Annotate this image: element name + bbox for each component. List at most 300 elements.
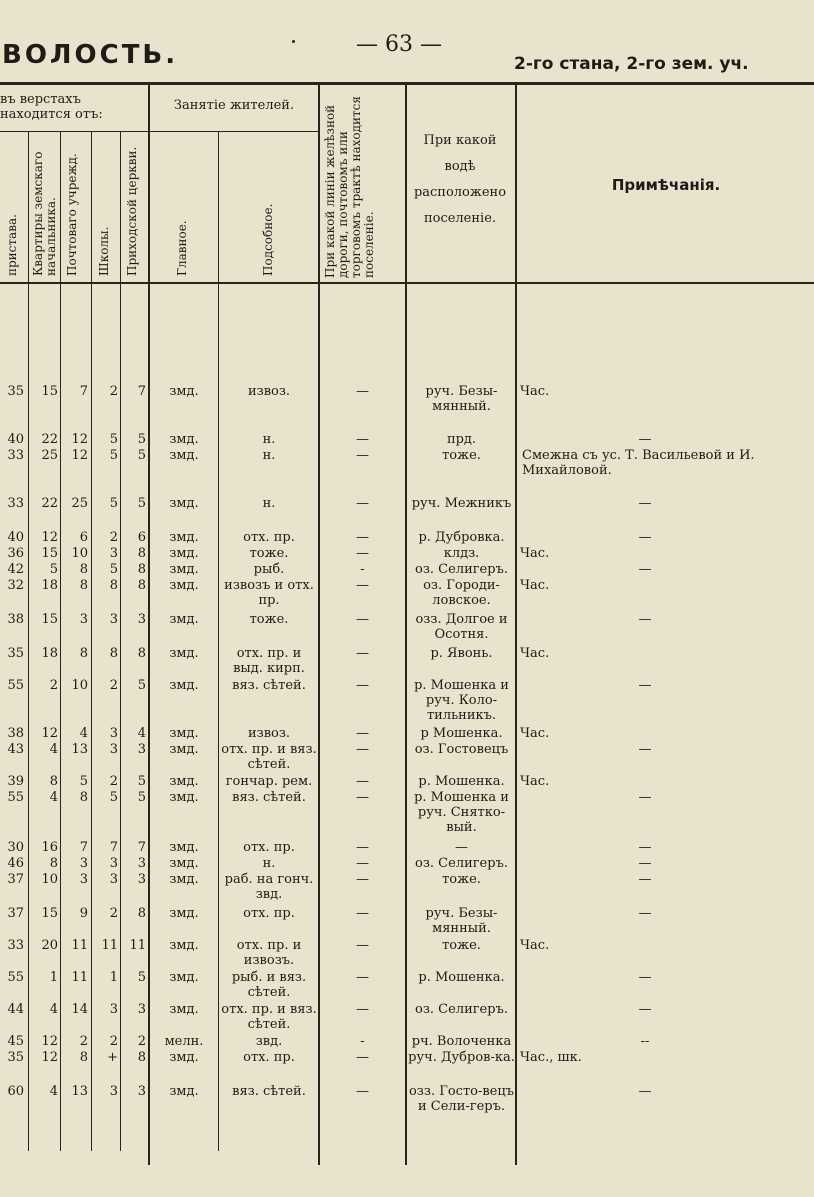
cell-voda: р Мошенка. (420, 726, 503, 741)
page-number: — 63 — (356, 32, 442, 57)
cell-glavnoe: змд. (169, 790, 199, 805)
cell-primechanie: — (638, 906, 652, 921)
cell-glavnoe: змд. (169, 646, 199, 661)
cell-podsobnoe: тоже. (249, 612, 289, 627)
cell-pristava: 30 (7, 840, 24, 855)
cell-primechanie: Час. (520, 646, 550, 661)
cell-primechanie: Час. (520, 578, 550, 593)
cell-tserkov: 5 (137, 496, 146, 511)
cell-podsobnoe: извоз. (247, 726, 291, 741)
cell-primechanie: — (638, 432, 652, 447)
cell-voda: озз. Госто-вецъ и Сели-геръ. (408, 1084, 515, 1114)
cell-pristava: 44 (7, 1002, 24, 1017)
cell-pochta: 7 (79, 384, 88, 399)
cell-shkoly: 2 (109, 384, 118, 399)
cell-pochta: 9 (79, 906, 88, 921)
cell-kvartira: 15 (41, 384, 58, 399)
cell-voda: оз. Селигеръ. (415, 562, 508, 577)
cell-tserkov: 7 (137, 384, 146, 399)
cell-doroga: — (356, 432, 369, 447)
cell-glavnoe: змд. (169, 726, 199, 741)
cell-pristava: 37 (7, 872, 24, 887)
cell-tserkov: 7 (137, 840, 146, 855)
cell-primechanie: Час. (520, 938, 550, 953)
cell-pochta: 11 (71, 970, 88, 985)
cell-doroga: — (356, 840, 369, 855)
col-header-pochta: Почтоваго учрежд. (65, 153, 79, 276)
cell-primechanie: — (638, 678, 652, 693)
cell-kvartira: 2 (49, 678, 58, 693)
cell-podsobnoe: отх. пр. (243, 840, 295, 855)
cell-tserkov: 5 (137, 432, 146, 447)
cell-doroga: — (356, 1050, 369, 1065)
occupation-group-header: Занятіе жителей. (173, 98, 295, 113)
cell-shkoly: 2 (109, 1034, 118, 1049)
cell-pochta: 8 (79, 1050, 88, 1065)
cell-podsobnoe: отх. пр. (243, 906, 295, 921)
cell-podsobnoe: вяз. сѣтей. (232, 790, 306, 805)
distance-group-header: въ верстахъ находится отъ: (0, 92, 103, 122)
cell-pochta: 7 (79, 840, 88, 855)
cell-pristava: 40 (7, 432, 24, 447)
cell-voda: оз. Селигеръ. (415, 856, 508, 871)
table-row (0, 546, 814, 562)
cell-pochta: 12 (71, 448, 88, 463)
cell-voda: р. Явонь. (430, 646, 493, 661)
cell-tserkov: 2 (137, 1034, 146, 1049)
cell-kvartira: 4 (49, 1084, 58, 1099)
cell-pristava: 46 (7, 856, 24, 871)
col-header-doroga: При какой линіи желѣзной дороги, почтовомъ или торговомъ трактѣ находится поселеніе. (323, 96, 376, 278)
cell-glavnoe: змд. (169, 742, 199, 757)
table-row (0, 432, 814, 448)
cell-glavnoe: змд. (169, 906, 199, 921)
district-title: 2-го стана, 2-го зем. уч. (514, 54, 749, 74)
cell-shkoly: 1 (109, 970, 118, 985)
cell-doroga: — (356, 530, 369, 545)
cell-pristava: 40 (7, 530, 24, 545)
cell-glavnoe: змд. (169, 496, 199, 511)
cell-primechanie: — (638, 1084, 652, 1099)
cell-doroga: - (360, 1034, 365, 1049)
cell-pristava: 55 (7, 970, 24, 985)
cell-tserkov: 3 (137, 872, 146, 887)
cell-voda: руч. Безы-мянный. (425, 906, 498, 936)
cell-doroga: — (356, 872, 369, 887)
cell-pochta: 10 (71, 678, 88, 693)
cell-pristava: 43 (7, 742, 24, 757)
cell-shkoly: 3 (109, 856, 118, 871)
cell-primechanie: — (638, 1002, 652, 1017)
col-header-shkoly: Школы. (97, 226, 111, 276)
cell-primechanie: — (638, 856, 652, 871)
cell-doroga: — (356, 938, 369, 953)
cell-pochta: 12 (71, 432, 88, 447)
cell-kvartira: 15 (41, 906, 58, 921)
cell-pochta: 4 (79, 726, 88, 741)
cell-pochta: 14 (71, 1002, 88, 1017)
cell-podsobnoe: н. (262, 432, 276, 447)
cell-pristava: 42 (7, 562, 24, 577)
cell-kvartira: 22 (41, 432, 58, 447)
cell-voda: р. Мошенка. (418, 774, 505, 789)
cell-kvartira: 12 (41, 530, 58, 545)
cell-pochta: 8 (79, 562, 88, 577)
cell-shkoly: 3 (109, 742, 118, 757)
cell-pristava: 36 (7, 546, 24, 561)
cell-doroga: — (356, 906, 369, 921)
cell-pristava: 38 (7, 612, 24, 627)
cell-tserkov: 3 (137, 1002, 146, 1017)
cell-tserkov: 8 (137, 646, 146, 661)
cell-podsobnoe: н. (262, 496, 276, 511)
table-row (0, 1050, 814, 1066)
table-row (0, 840, 814, 856)
cell-kvartira: 18 (41, 578, 58, 593)
cell-kvartira: 12 (41, 1050, 58, 1065)
cell-primechanie: — (638, 562, 652, 577)
cell-podsobnoe: отх. пр. (243, 530, 295, 545)
cell-voda: оз. Селигеръ. (415, 1002, 508, 1017)
cell-tserkov: 8 (137, 1050, 146, 1065)
col-rule (60, 131, 61, 1151)
cell-doroga: — (356, 384, 369, 399)
cell-shkoly: 5 (109, 790, 118, 805)
cell-doroga: — (356, 726, 369, 741)
cell-tserkov: 8 (137, 546, 146, 561)
cell-voda: тоже. (442, 938, 481, 953)
table-row (0, 938, 814, 968)
cell-primechanie: Час. (520, 384, 550, 399)
cell-tserkov: 5 (137, 448, 146, 463)
table-row (0, 448, 814, 478)
cell-kvartira: 16 (41, 840, 58, 855)
cell-pochta: 8 (79, 646, 88, 661)
cell-kvartira: 8 (49, 774, 58, 789)
table-row (0, 384, 814, 414)
cell-pristava: 37 (7, 906, 24, 921)
cell-pristava: 35 (7, 384, 24, 399)
cell-glavnoe: змд. (169, 1084, 199, 1099)
cell-pochta: 3 (79, 872, 88, 887)
cell-voda: озз. Долгое и Осотня. (415, 612, 508, 642)
distance-group-rule (0, 131, 150, 132)
cell-glavnoe: змд. (169, 1050, 199, 1065)
cell-pristava: 33 (7, 448, 24, 463)
cell-glavnoe: змд. (169, 612, 199, 627)
cell-podsobnoe: рыб. (253, 562, 285, 577)
cell-doroga: — (356, 742, 369, 757)
cell-shkoly: 3 (109, 612, 118, 627)
cell-primechanie: Час. (520, 546, 550, 561)
cell-podsobnoe: извоз. (247, 384, 291, 399)
cell-kvartira: 12 (41, 726, 58, 741)
cell-kvartira: 10 (41, 872, 58, 887)
cell-podsobnoe: вяз. сѣтей. (232, 678, 306, 693)
col-header-kvartira: Квартиры земскаго начальника. (31, 151, 58, 276)
cell-voda: р. Дубровка. (418, 530, 505, 545)
cell-glavnoe: змд. (169, 448, 199, 463)
cell-kvartira: 4 (49, 742, 58, 757)
cell-doroga: — (356, 496, 369, 511)
cell-primechanie: — (638, 790, 652, 805)
table-row (0, 742, 814, 772)
cell-podsobnoe: раб. на гонч. звд. (224, 872, 314, 902)
table-row (0, 726, 814, 742)
cell-podsobnoe: отх. пр. и выд. кирп. (233, 646, 305, 676)
col-header-primechaniya: Примѣчанія. (611, 176, 721, 194)
cell-podsobnoe: отх. пр. и вяз. сѣтей. (221, 742, 317, 772)
cell-glavnoe: змд. (169, 840, 199, 855)
cell-pristava: 38 (7, 726, 24, 741)
table-top-rule (0, 82, 814, 85)
cell-tserkov: 3 (137, 856, 146, 871)
cell-primechanie: -- (640, 1034, 650, 1049)
cell-tserkov: 8 (137, 906, 146, 921)
table-row (0, 496, 814, 512)
cell-glavnoe: змд. (169, 562, 199, 577)
table-row (0, 612, 814, 642)
cell-shkoly: 8 (109, 578, 118, 593)
occupation-group-rule (150, 131, 320, 132)
col-header-voda: При какой водѣ расположено поселеніе. (413, 133, 507, 226)
cell-glavnoe: змд. (169, 970, 199, 985)
cell-shkoly: 3 (109, 726, 118, 741)
cell-voda: тоже. (442, 448, 481, 463)
cell-shkoly: 3 (109, 872, 118, 887)
cell-pochta: 13 (71, 1084, 88, 1099)
col-header-pristava: пристава. (5, 214, 19, 276)
table-row (0, 1034, 814, 1050)
cell-doroga: — (356, 1002, 369, 1017)
cell-primechanie: — (638, 872, 652, 887)
cell-doroga: — (356, 678, 369, 693)
cell-shkoly: 2 (109, 906, 118, 921)
cell-voda: — (455, 840, 468, 855)
table-row (0, 578, 814, 608)
table-row (0, 970, 814, 1000)
cell-shkoly: 2 (109, 530, 118, 545)
cell-voda: оз. Гостовецъ (414, 742, 509, 757)
cell-pristava: 32 (7, 578, 24, 593)
cell-voda: прд. (446, 432, 477, 447)
table-row (0, 856, 814, 872)
cell-pochta: 13 (71, 742, 88, 757)
cell-podsobnoe: отх. пр. (243, 1050, 295, 1065)
col-rule (28, 131, 29, 1151)
cell-kvartira: 15 (41, 612, 58, 627)
cell-doroga: — (356, 774, 369, 789)
cell-kvartira: 5 (49, 562, 58, 577)
cell-doroga: — (356, 612, 369, 627)
cell-voda: руч. Межникъ (411, 496, 512, 511)
cell-voda: руч. Безы-мянный. (425, 384, 498, 414)
cell-doroga: — (356, 646, 369, 661)
cell-voda: руч. Дубров-ка. (408, 1050, 515, 1065)
table-row (0, 678, 814, 723)
cell-pristava: 35 (7, 1050, 24, 1065)
cell-tserkov: 6 (137, 530, 146, 545)
cell-podsobnoe: н. (262, 856, 276, 871)
cell-pochta: 6 (79, 530, 88, 545)
cell-podsobnoe: звд. (255, 1034, 283, 1049)
cell-doroga: — (356, 546, 369, 561)
cell-doroga: — (356, 448, 369, 463)
cell-pristava: 33 (7, 496, 24, 511)
header-bottom-rule (0, 282, 814, 284)
table-row (0, 774, 814, 790)
cell-shkoly: 3 (109, 1002, 118, 1017)
cell-podsobnoe: отх. пр. и вяз. сѣтей. (221, 1002, 317, 1032)
table-row (0, 562, 814, 578)
cell-pochta: 8 (79, 578, 88, 593)
table-row (0, 646, 814, 676)
cell-voda: тоже. (442, 872, 481, 887)
cell-primechanie: — (638, 612, 652, 627)
table-row (0, 1084, 814, 1114)
cell-primechanie: Час. (520, 774, 550, 789)
cell-primechanie: — (638, 530, 652, 545)
cell-shkoly: 5 (109, 496, 118, 511)
cell-shkoly: 3 (109, 1084, 118, 1099)
cell-podsobnoe: отх. пр. и извозъ. (236, 938, 302, 968)
cell-glavnoe: змд. (169, 856, 199, 871)
cell-doroga: — (356, 856, 369, 871)
cell-pristava: 60 (7, 1084, 24, 1099)
cell-tserkov: 3 (137, 1084, 146, 1099)
cell-doroga: — (356, 970, 369, 985)
cell-pristava: 35 (7, 646, 24, 661)
cell-pristava: 33 (7, 938, 24, 953)
cell-tserkov: 8 (137, 578, 146, 593)
cell-doroga: — (356, 578, 369, 593)
cell-shkoly: 5 (109, 562, 118, 577)
cell-primechanie: — (638, 840, 652, 855)
cell-shkoly: 2 (109, 774, 118, 789)
cell-kvartira: 8 (49, 856, 58, 871)
cell-glavnoe: змд. (169, 938, 199, 953)
cell-podsobnoe: рыб. и вяз. сѣтей. (231, 970, 307, 1000)
table-row (0, 906, 814, 936)
cell-tserkov: 3 (137, 742, 146, 757)
cell-doroga: — (356, 790, 369, 805)
print-dot (292, 40, 295, 43)
cell-pochta: 3 (79, 856, 88, 871)
table-row (0, 530, 814, 546)
cell-pristava: 55 (7, 678, 24, 693)
cell-voda: рч. Волоченка (411, 1034, 512, 1049)
cell-podsobnoe: извозъ и отх. пр. (224, 578, 314, 608)
cell-pristava: 45 (7, 1034, 24, 1049)
cell-pochta: 2 (79, 1034, 88, 1049)
cell-shkoly: 8 (109, 646, 118, 661)
cell-shkoly: 7 (109, 840, 118, 855)
cell-tserkov: 5 (137, 678, 146, 693)
cell-voda: р. Мошенка и руч. Снятко-вый. (414, 790, 509, 835)
cell-kvartira: 20 (41, 938, 58, 953)
cell-glavnoe: змд. (169, 384, 199, 399)
cell-glavnoe: змд. (169, 546, 199, 561)
cell-tserkov: 3 (137, 612, 146, 627)
cell-primechanie: Смежна съ ус. Т. Васильевой и И. Михайловой. (522, 448, 755, 478)
col-rule (218, 131, 219, 1151)
cell-kvartira: 1 (49, 970, 58, 985)
cell-tserkov: 11 (129, 938, 146, 953)
cell-glavnoe: змд. (169, 578, 199, 593)
cell-primechanie: — (638, 970, 652, 985)
cell-glavnoe: змд. (169, 872, 199, 887)
cell-primechanie: — (638, 496, 652, 511)
col-rule (91, 131, 92, 1151)
volost-title: ВОЛОСТЬ. (2, 40, 179, 70)
cell-shkoly: 5 (109, 448, 118, 463)
cell-doroga: - (360, 562, 365, 577)
cell-podsobnoe: н. (262, 448, 276, 463)
cell-voda: р. Мошенка и руч. Коло-тильникъ. (414, 678, 509, 723)
cell-kvartira: 18 (41, 646, 58, 661)
cell-pochta: 3 (79, 612, 88, 627)
col-header-tserkov: Приходской церкви. (125, 146, 139, 276)
cell-podsobnoe: гончар. рем. (225, 774, 313, 789)
cell-pochta: 8 (79, 790, 88, 805)
cell-pochta: 25 (71, 496, 88, 511)
cell-kvartira: 25 (41, 448, 58, 463)
table-row (0, 790, 814, 835)
cell-glavnoe: змд. (169, 530, 199, 545)
cell-shkoly: + (107, 1050, 118, 1065)
cell-voda: клдз. (443, 546, 480, 561)
cell-shkoly: 11 (101, 938, 118, 953)
cell-shkoly: 2 (109, 678, 118, 693)
cell-glavnoe: змд. (169, 678, 199, 693)
cell-glavnoe: мелн. (164, 1034, 204, 1049)
cell-glavnoe: змд. (169, 774, 199, 789)
col-rule (120, 131, 121, 1151)
cell-tserkov: 4 (137, 726, 146, 741)
col-header-glavnoe: Главное. (175, 220, 189, 276)
cell-primechanie: Час., шк. (520, 1050, 582, 1065)
cell-pochta: 10 (71, 546, 88, 561)
cell-podsobnoe: вяз. сѣтей. (232, 1084, 306, 1099)
cell-shkoly: 5 (109, 432, 118, 447)
cell-glavnoe: змд. (169, 432, 199, 447)
table-row (0, 1002, 814, 1032)
cell-kvartira: 22 (41, 496, 58, 511)
cell-tserkov: 8 (137, 562, 146, 577)
cell-primechanie: — (638, 742, 652, 757)
cell-tserkov: 5 (137, 774, 146, 789)
cell-primechanie: Час. (520, 726, 550, 741)
cell-voda: оз. Городи-ловское. (423, 578, 500, 608)
cell-pristava: 39 (7, 774, 24, 789)
cell-pochta: 11 (71, 938, 88, 953)
col-header-podsobnoe: Подсобное. (261, 203, 275, 276)
cell-kvartira: 12 (41, 1034, 58, 1049)
cell-pristava: 55 (7, 790, 24, 805)
cell-podsobnoe: тоже. (249, 546, 289, 561)
cell-tserkov: 5 (137, 970, 146, 985)
cell-shkoly: 3 (109, 546, 118, 561)
table-row (0, 872, 814, 902)
cell-kvartira: 4 (49, 790, 58, 805)
cell-voda: р. Мошенка. (418, 970, 505, 985)
cell-kvartira: 4 (49, 1002, 58, 1017)
cell-tserkov: 5 (137, 790, 146, 805)
cell-kvartira: 15 (41, 546, 58, 561)
cell-pochta: 5 (79, 774, 88, 789)
cell-doroga: — (356, 1084, 369, 1099)
cell-glavnoe: змд. (169, 1002, 199, 1017)
